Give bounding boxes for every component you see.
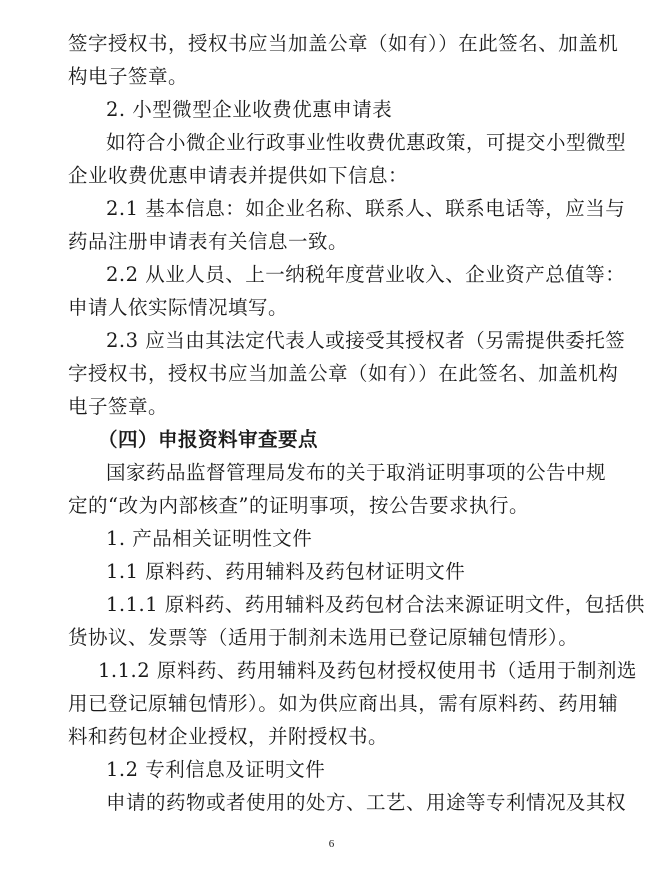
section-heading-2: 2. 小型微型企业收费优惠申请表 — [106, 98, 393, 121]
text-line-11: 字授权书，授权书应当加盖公章（如有））在此签名、加盖机构 — [68, 362, 619, 385]
item-2-3: 2.3 应当由其法定代表人或接受其授权者（另需提供委托签 — [106, 329, 626, 352]
item-2-1: 2.1 基本信息：如企业名称、联系人、联系电话等，应当与 — [106, 197, 626, 220]
page-number: 6 — [328, 838, 335, 850]
item-2-2: 2.2 从业人员、上一纳税年度营业收入、企业资产总值等： — [106, 263, 626, 286]
text-line-15: 定的“改为内部核查”的证明事项，按公告要求执行。 — [68, 494, 529, 517]
heading-1: 1. 产品相关证明性文件 — [106, 527, 313, 550]
text-line-5: 企业收费优惠申请表并提供如下信息： — [68, 164, 409, 187]
text-line-19: 货协议、发票等（适用于制剂未选用已登记原辅包情形）。 — [68, 626, 579, 649]
section-heading-4: （四）申报资料审查要点 — [98, 428, 319, 451]
text-line-2: 构电子签章。 — [68, 65, 189, 88]
text-line-4: 如符合小微企业行政事业性收费优惠政策，可提交小型微型 — [106, 131, 627, 154]
text-line-22: 料和药包材企业授权，并附授权书。 — [68, 725, 389, 748]
heading-1-1: 1.1 原料药、药用辅料及药包材证明文件 — [106, 560, 466, 583]
text-line-21: 用已登记原辅包情形）。如为供应商出具，需有原料药、药用辅 — [68, 692, 619, 715]
item-1-1-1: 1.1.1 原料药、药用辅料及药包材合法来源证明文件，包括供 — [106, 593, 645, 616]
text-line-1: 签字授权书，授权书应当加盖公章（如有））在此签名、加盖机 — [68, 32, 619, 55]
text-line-14: 国家药品监督管理局发布的关于取消证明事项的公告中规 — [106, 461, 607, 484]
text-line-9: 申请人依实际情况填写。 — [68, 296, 289, 319]
text-line-24: 申请的药物或者使用的处方、工艺、用途等专利情况及其权 — [106, 791, 627, 814]
heading-1-2: 1.2 专利信息及证明文件 — [106, 758, 326, 781]
item-1-1-2: 1.1.2 原料药、药用辅料及药包材授权使用书（适用于制剂选 — [98, 659, 637, 682]
text-line-12: 电子签章。 — [68, 395, 169, 418]
text-line-7: 药品注册申请表有关信息一致。 — [68, 230, 349, 253]
